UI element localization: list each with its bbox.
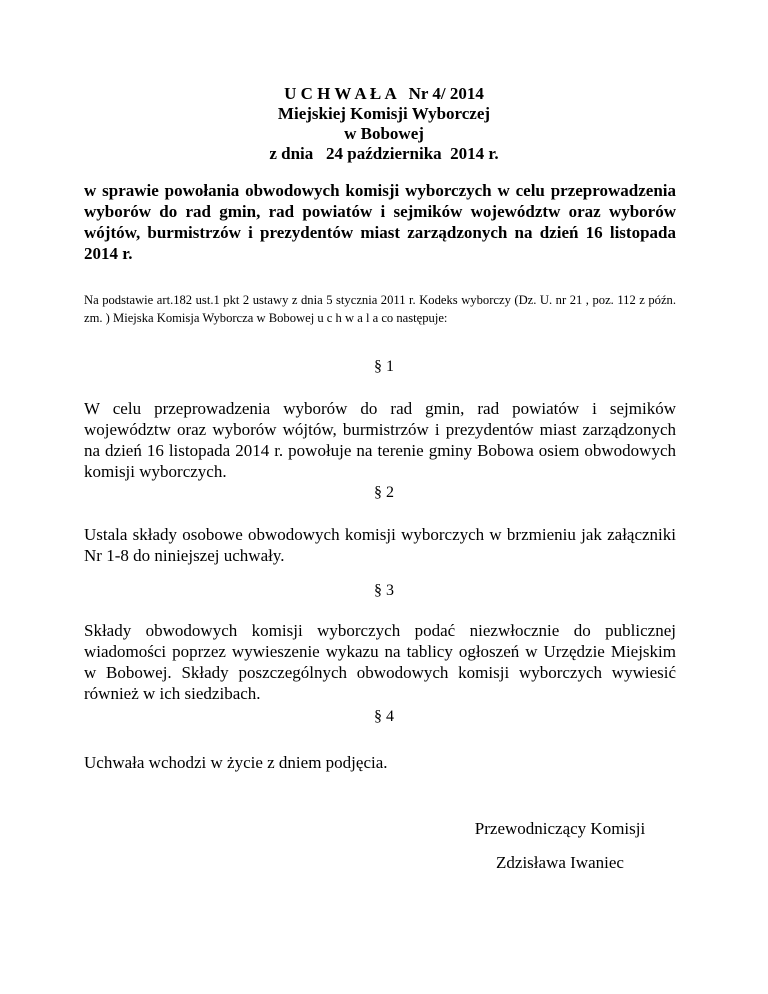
section-text-4: Uchwała wchodzi w życie z dniem podjęcia. — [84, 753, 388, 772]
section-mark-3: § 3 — [374, 582, 394, 599]
section-mark-1: § 1 — [374, 358, 394, 375]
legal-basis: Na podstawie art.182 ust.1 pkt 2 ustawy z dnia 5 stycznia 2011 r. Kodeks wyborczy (Dz. U. nr 21 , poz. 112 z późn. zm. ) Miejska Komisja Wyborcza w Bobowej u c h w a l a co następuje: — [84, 293, 676, 325]
resolution-date: z dnia 24 października 2014 r. — [269, 144, 499, 163]
issuing-location: w Bobowej — [344, 124, 424, 143]
signatory-role: Przewodniczący Komisji — [474, 819, 646, 838]
section-mark-2: § 2 — [374, 484, 394, 501]
section-text-2: Ustala składy osobowe obwodowych komisji wyborczych w brzmieniu jak załączniki Nr 1-8 do niniejszej uchwały. — [84, 525, 676, 565]
resolution-title: U C H W A Ł A Nr 4/ 2014 — [284, 84, 484, 103]
section-text-3: Składy obwodowych komisji wyborczych podać niezwłocznie do publicznej wiadomości poprzez wywieszenie wykazu na tablicy ogłoszeń w Urzędzie Miejskim w Bobowej. Składy poszczególnych obwodowych komisji wyborczych wywiesić również w ich siedzibach. — [84, 621, 676, 703]
issuing-body: Miejskiej Komisji Wyborczej — [277, 104, 491, 123]
resolution-header — [0, 84, 768, 164]
resolution-subject: w sprawie powołania obwodowych komisji wyborczych w celu przeprowadzenia wyborów do rad gmin, rad powiatów i sejmików województw oraz wyborów wójtów, burmistrzów i prezydentów miast zarządzonych na dzień 16 listopada 2014 r. — [84, 181, 676, 263]
section-text-1: W celu przeprowadzenia wyborów do rad gmin, rad powiatów i sejmików województw oraz wyborów wójtów, burmistrzów i prezydentów miast zarządzonych na dzień 16 listopada 2014 r. powołuje na terenie gminy Bobowa osiem obwodowych komisji wyborczych. — [84, 399, 676, 481]
signatory-name: Zdzisława Iwaniec — [496, 853, 624, 872]
section-mark-4: § 4 — [374, 708, 394, 725]
